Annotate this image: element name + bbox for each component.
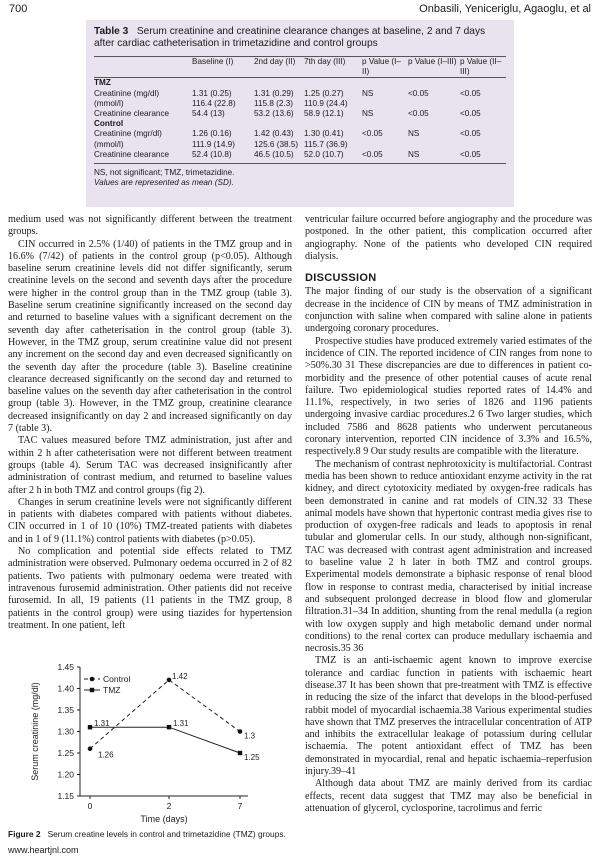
table-caption-text: Serum creatinine and creatinine clearance changes at baseline, 2 and 7 days after cardiac catheterisation in trimetazidine and control groups <box>94 26 486 49</box>
table-row: Creatinine clearance 54.4 (13) 53.2 (13.6) 58.9 (12.1) NS <0.05 <0.05 <box>94 109 481 119</box>
x-tick-label: 2 <box>166 801 172 811</box>
tmz-point <box>167 725 171 729</box>
paragraph: The mechanism of contrast nephrotoxicity is multifactorial. Contrast media has been shown to reduce antioxidant enzyme activity in the rat kidney, and direct cytotoxicity mediated by oxygen-free radicals has been demonstrated in canine and rat models of CIN.32 33 These animal models have shown that hypertonic contrast media gives rise to production of oxygen-free radicals and leads to apoptosis in renal tubular and glomerular cells. In our study, although non-significant, TAC was decreased with contrast agent administration and increased to baseline value 2 h later in both TMZ and control groups. Experimental models demonstrate a biphasic response of renal blood flow in response to contrast media, characterised by initial increase and subsequent prolonged decrease in blood flow and glomerular filtration.31–34 In addition, shunting from the renal medulla (a region with low oxygen supply and high metabolic demand under normal conditions) to the renal cortex can produce medullary ischaemia and necrosis.35 36 <box>305 458 592 655</box>
legend-label: Control <box>103 674 131 684</box>
data-label: 1.31 <box>173 719 189 729</box>
table-3 <box>86 20 514 207</box>
paragraph: No complication and potential side effects related to TMZ administration were observed. Pulmonary oedema occurred in 2 of 82 patients. Two patients with pulmonary oedema were treated with intravenous furosemid administration. Other patients did not receive furosemid. In all, 19 patients (11 patients in the TMZ group, 8 patients in the control group) were using tiazides for hypertension treatment. In one patient, left <box>8 546 292 631</box>
col-header: 2nd day (II) <box>254 57 296 66</box>
table-row: Creatinine clearance 52.4 (10.8) 46.5 (10.5) 52.0 (10.7) <0.05 NS <0.05 <box>94 149 481 159</box>
journal-url: www.heartjnl.com <box>8 845 79 855</box>
figure-label: Figure 2 <box>8 829 41 839</box>
y-tick-label: 1.15 <box>57 791 74 801</box>
table-row: (mmol/l) 116.4 (22.8) 115.8 (2.3) 110.9 (24.4) <box>94 98 348 108</box>
x-tick-label: 7 <box>237 801 243 811</box>
control-point <box>167 678 172 683</box>
data-label: 1.42 <box>172 671 188 681</box>
table-row: Creatinine (mgr/dl) 1.26 (0.16) 1.42 (0.43) 1.30 (0.41) <0.05 NS <0.05 <box>94 129 481 139</box>
y-tick-label: 1.45 <box>57 662 74 672</box>
paragraph: TAC values measured before TMZ administration, just after and within 2 h after catheterisation were not different between treatment groups (table 4). Serum TAC was decreased insignificantly after administration of contrast medium, and returned to baseline values after 2 h in both TMZ and control groups (fig 2). <box>8 435 292 496</box>
table-header-row <box>94 57 506 77</box>
y-tick-label: 1.35 <box>57 705 74 715</box>
figure-caption-text: Serum creatine levels in control and trimetazidine (TMZ) groups. <box>47 829 286 839</box>
legend-marker <box>90 677 95 682</box>
paragraph: CIN occurred in 2.5% (1/40) of patients in the TMZ group and in 16.6% (7/42) of patients in the control group (p<0.05). Although baseline serum creatinine levels did not differ significantly, serum creatinine levels on the second and seventh days after the procedure were higher in the control group than in the TMZ group (table 3). Baseline serum creatinine significantly increased on the second day and returned to baseline values with a significant decrement on the seventh day after catheterisation in the control group (table 3). However, in the TMZ group, serum creatinine value did not present any increment on the second day and even decreased significantly on the seventh day after the procedure (table 3). Baseline creatinine clearance decreased significantly on the second day and returned to baseline values on the seventh day after catheterisation in the control group (table 3). However, in the TMZ group, creatinine clearance decreased insignificantly on day 2 and increased significantly on day 7 (table 3). <box>8 238 292 435</box>
table-row: (mmol/l) 111.9 (14.9) 125.6 (38.5) 115.7 (36.9) <box>94 139 348 149</box>
series-line <box>90 727 240 753</box>
control-point <box>88 746 93 751</box>
page-number: 700 <box>9 3 28 15</box>
figure-2 <box>8 659 292 829</box>
section-heading: DISCUSSION <box>305 272 377 285</box>
y-tick-label: 1.40 <box>57 683 74 694</box>
y-tick-label: 1.25 <box>57 748 74 758</box>
paragraph: The major finding of our study is the observation of a significant decrease in the incidence of CIN by means of TMZ administration in conjunction with saline when compared with saline alone in patients undergoing coronary procedures. <box>305 286 592 335</box>
legend-label: TMZ <box>103 685 121 695</box>
table-caption <box>94 26 506 50</box>
group-label: Control <box>94 119 124 129</box>
table-note: Values are represented as mean (SD). <box>94 178 234 188</box>
y-tick-label: 1.30 <box>57 726 74 737</box>
paragraph: Changes in serum creatinine levels were not significantly different in patients with diabetes compared with patients without diabetes. CIN occurred in 1 of 10 (10%) TMZ-treated patients with diabetes and in 1 of 9 (11.1%) control patients with diabetes (p>0.05). <box>8 496 292 545</box>
paragraph: Although data about TMZ are mainly derived from its cardiac effects, recent data suggest that TMZ may also be beneficial in attenuation of glycerol, cyclosporine, tacrolimus and ferric <box>305 778 592 814</box>
right-column <box>305 214 592 815</box>
col-header: Baseline (I) <box>192 57 234 66</box>
table-notes <box>94 168 506 188</box>
table-row: Creatinine (mg/dl) 1.31 (0.25) 1.31 (0.29) 1.25 (0.27) NS <0.05 <0.05 <box>94 88 481 98</box>
paragraph: TMZ is an anti-ischaemic agent known to improve exercise tolerance and cardiac function in patients with ischaemic heart disease.37 It has been shown that pre-treatment with TMZ is effective in reducing the size of the infarct that develops in the blood-perfused rabbit model of myocardial ischaemia.38 Various experimental studies have shown that TMZ preserves the intracellular concentration of ATP and inhibits the extracellular leakage of potassium during cellular ischaemia. The potent antioxidant effect of TMZ has been demonstrated in myocardial, renal and hepatic ischaemia–reperfusion injury.39–41 <box>305 655 592 778</box>
col-header: p Value (I–II) <box>362 57 401 77</box>
y-axis-label: Serum creatinine (mg/dl) <box>30 682 40 781</box>
table-grid <box>94 57 506 160</box>
col-header: p Value (I–III) <box>408 57 457 66</box>
control-point <box>238 729 243 734</box>
x-tick-label: 0 <box>87 801 93 811</box>
data-label: 1.25 <box>244 753 260 762</box>
left-column <box>8 214 292 632</box>
tmz-point <box>88 725 92 729</box>
data-label: 1.31 <box>94 719 110 729</box>
x-axis-label: Time (days) <box>140 814 188 824</box>
table-note: NS, not significant; TMZ, trimetazidine. <box>94 168 235 178</box>
running-authors: Onbasili, Yeniceriglu, Agaoglu, et al <box>419 3 591 15</box>
paragraph: ventricular failure occurred before angiography and the procedure was postponed. In the other patient, this complication occurred after angiography. None of the patients who developed CIN required dialysis. <box>305 214 592 262</box>
group-label: TMZ <box>94 78 111 88</box>
data-label: 1.3 <box>244 731 256 741</box>
y-tick-label: 1.20 <box>57 769 74 780</box>
table-label: Table 3 <box>94 26 129 37</box>
data-label: 1.26 <box>98 750 114 760</box>
creatinine-line-chart <box>8 659 292 829</box>
figure-caption <box>8 829 294 839</box>
col-header: 7th day (III) <box>304 57 346 66</box>
col-header: p Value (II–III) <box>460 57 502 77</box>
paragraph: Prospective studies have produced extremely varied estimates of the incidence of CIN. The reported incidence of CIN ranges from none to >50%.30 31 These discrepancies are due to differences in patient co-morbidity and the presence of other potential causes of acute renal failure. Two epidemiological studies reported rates of 14.4% and 11.1%, respectively, in two series of 1826 and 1196 patients undergoing invasive cardiac procedures.2 6 Two larger studies, which included 7586 and 8628 patients who underwent percutaneous coronary intervention, reported CIN incidence of 3.3% and 16.5%, respectively.8 9 Our study results are compatible with the literature. <box>305 335 592 458</box>
tmz-point <box>238 751 242 755</box>
legend-marker <box>90 688 94 692</box>
paragraph: medium used was not significantly different between the treatment groups. <box>8 214 292 238</box>
